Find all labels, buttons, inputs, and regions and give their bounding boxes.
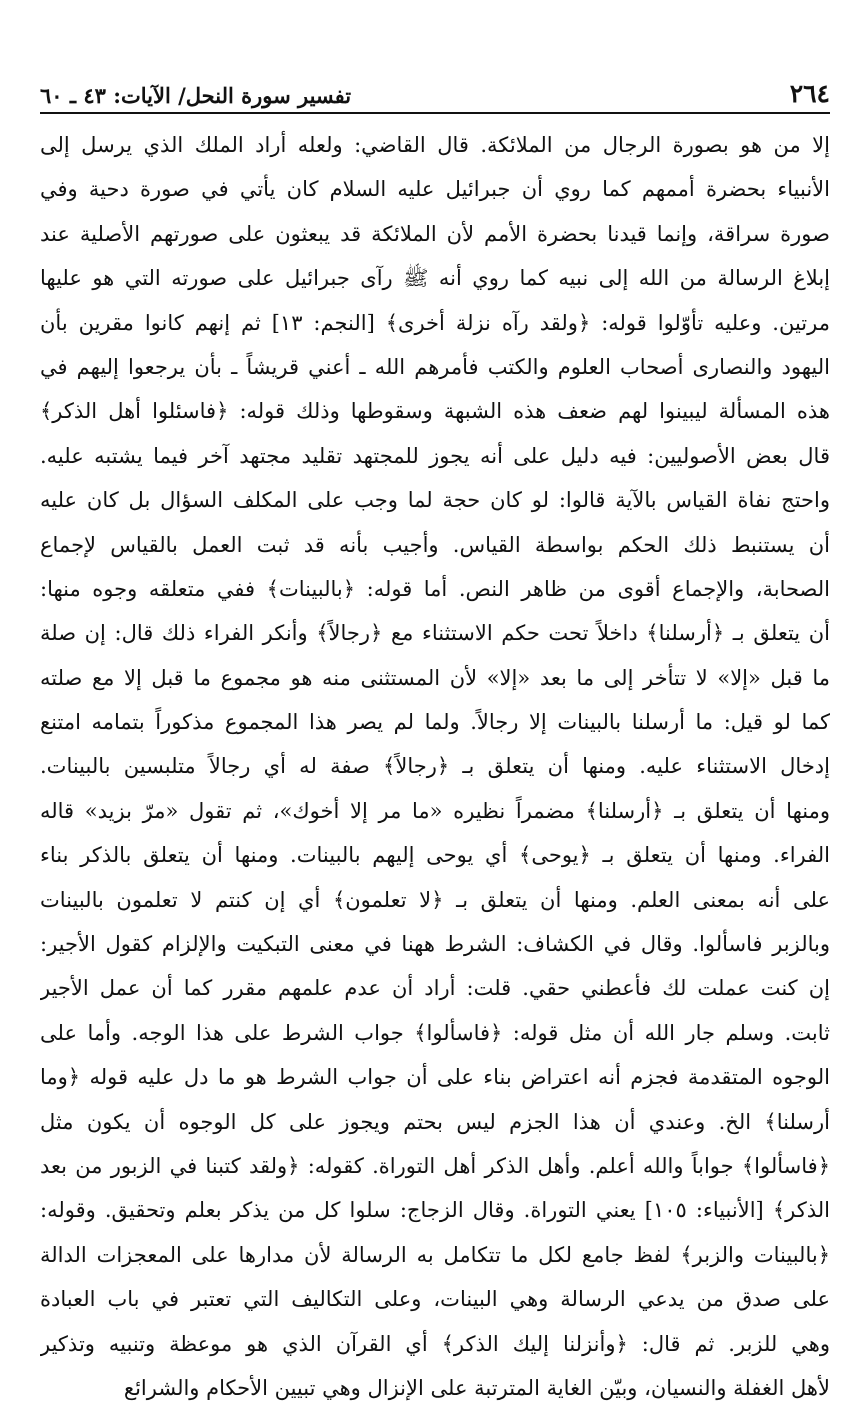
text-line: مرتين. وعليه تأوّلوا قوله: ﴿ولقد رآه نزلة أخرى﴾ [النجم: ١٣] ثم إنهم كانوا مقرين بأن [40, 310, 830, 335]
text-line: على صدق من يدعي الرسالة وهي البينات، وعلى التكاليف التي تعتبر في باب العبادة [40, 1287, 830, 1312]
text-line: إن كنت عملت لك فأعطني حقي. قلت: أراد أن عدم علمهم مقرر كما أن عمل الأجير [40, 976, 830, 1001]
text-line: هذه المسألة ليبينوا لهم ضعف هذه الشبهة وسقوطها وذلك قوله: ﴿فاسئلوا أهل الذكر﴾ [40, 399, 830, 424]
text-line: ﴿بالبينات والزبر﴾ لفظ جامع لكل ما تتكامل به الرسالة لأن مدارها على المعجزات الدالة [40, 1242, 830, 1267]
text-line: ومنها أن يتعلق بـ ﴿أرسلنا﴾ مضمراً نظيره «ما مر إلا أخوك»، ثم تقول «مرّ بزيد» قاله [40, 798, 830, 823]
text-line: إلا من هو بصورة الرجال من الملائكة. قال القاضي: ولعله أراد الملك الذي يرسل إلى [40, 133, 830, 157]
text-line: وهي للزبر. ثم قال: ﴿وأنزلنا إليك الذكر﴾ أي القرآن الذي هو موعظة وتنبيه وتذكير [40, 1331, 830, 1356]
running-title: تفسير سورة النحل/ الآيات: ٤٣ ـ ٦٠ [40, 83, 352, 108]
text-line: كما لو قيل: ما أرسلنا بالبينات إلا رجالاً. ولما لم يصر هذا المجموع مذكوراً بتمامه امتنع [40, 710, 830, 735]
text-line: أرسلنا﴾ الخ. وعندي أن هذا الجزم ليس بحتم ويجوز على كل الوجوه أن يكون مثل [40, 1109, 830, 1134]
text-line: الذكر﴾ [الأنبياء: ١٠٥] يعني التوراة. وقال الزجاج: سلوا كل من يذكر بعلم وتحقيق. وقوله: [40, 1198, 830, 1223]
body-text [40, 123, 830, 1410]
page-header [40, 70, 830, 108]
text-line: الفراء. ومنها أن يتعلق بـ ﴿يوحى﴾ أي يوحى إليهم بالبينات. ومنها أن يتعلق بالذكر بناء [40, 843, 830, 868]
page-number: ٢٦٤ [789, 79, 830, 108]
text-line: أن يستنبط ذلك الحكم بواسطة القياس. وأجيب بأنه قد ثبت العمل بالقياس لإجماع [40, 532, 830, 557]
text-line: على أنه بمعنى العلم. ومنها أن يتعلق بـ ﴿لا تعلمون﴾ أي إن كنتم لا تعلمون بالبينات [40, 887, 830, 912]
text-line: صورة سراقة، وإنما قيدنا بحضرة الأمم لأن الملائكة قد يبعثون على صورتهم الأصلية عند [40, 221, 830, 246]
text-line: قال بعض الأصوليين: فيه دليل على أنه يجوز للمجتهد تقليد مجتهد آخر فيما يشتبه عليه. [40, 443, 830, 468]
text-line: اليهود والنصارى أصحاب العلوم والكتب فأمرهم الله ـ أعني قريشاً ـ بأن يرجعوا إليهم في [40, 354, 830, 379]
text-line: ما قبل «إلا» لا تتأخر إلى ما بعد «إلا» لأن المستثنى منه هو مجموع ما قبل إلا مع صلته [40, 665, 830, 690]
text-line: وبالزبر فاسألوا. وقال في الكشاف: الشرط ههنا في معنى التبكيت والإلزام كقول الأجير: [40, 932, 830, 957]
text-line: إبلاغ الرسالة من الله إلى نبيه كما روي أنه ﷺ رآى جبرائيل على صورته التي هو عليها [40, 266, 830, 291]
text-line: أن يتعلق بـ ﴿أرسلنا﴾ داخلاً تحت حكم الاستثناء مع ﴿رجالاً﴾ وأنكر الفراء ذلك قال: إن صلة [40, 621, 830, 646]
text-line: إدخال الاستثناء عليه. ومنها أن يتعلق بـ ﴿رجالاً﴾ صفة له أي رجالاً متلبسين بالبينات. [40, 754, 830, 779]
text-line: الوجوه المتقدمة فجزم أنه اعتراض بناء على أن جواب الشرط هو ما دل عليه قوله ﴿وما [40, 1065, 830, 1090]
text-line: ﴿فاسألوا﴾ جواباً والله أعلم. وأهل الذكر أهل التوراة. كقوله: ﴿ولقد كتبنا في الزبور من بعد [40, 1153, 830, 1178]
text-line: واحتج نفاة القياس بالآية قالوا: لو كان حجة لما وجب على المكلف السؤال بل كان عليه [40, 488, 830, 513]
header-divider [40, 112, 830, 114]
text-line: ثابت. وسلم جار الله أن مثل قوله: ﴿فاسألوا﴾ جواب الشرط على هذا الوجه. وأما على [40, 1020, 830, 1045]
text-line: لأهل الغفلة والنسيان، وبيّن الغاية المترتبة على الإنزال وهي تبيين الأحكام والشرائع [123, 1375, 830, 1400]
text-line: الأنبياء بحضرة أممهم كما روي أن جبرائيل عليه السلام كان يأتي في صورة دحية وفي [40, 177, 830, 202]
text-line: الصحابة، والإجماع أقوى من ظاهر النص. أما قوله: ﴿بالبينات﴾ ففي متعلقه وجوه منها: [40, 576, 830, 601]
